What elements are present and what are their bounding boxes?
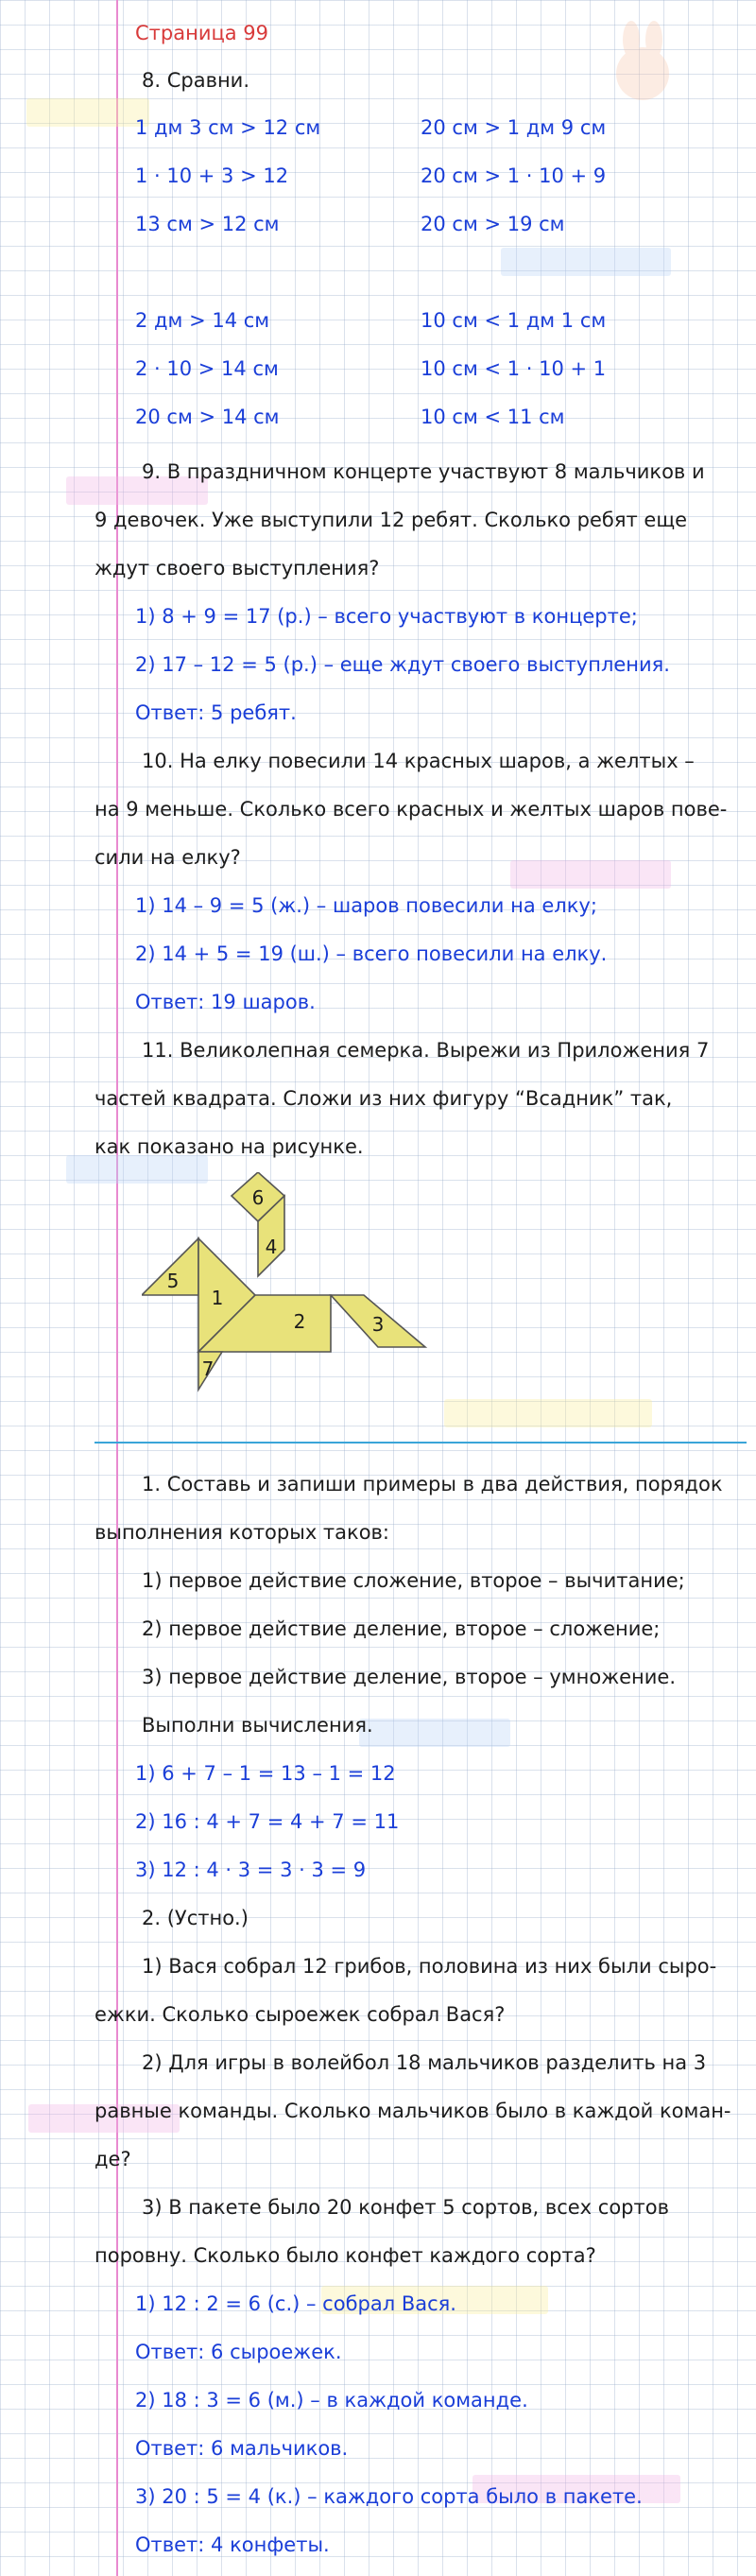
watermark-strip xyxy=(26,98,149,127)
answer-line: 1) 6 + 7 – 1 = 13 – 1 = 12 xyxy=(135,1762,396,1785)
task-text: 3) В пакете было 20 конфет 5 сортов, всех сортов xyxy=(142,2196,669,2219)
task-text: 10. На елку повесили 14 красных шаров, а желтых – xyxy=(142,750,695,772)
answer-line: 13 см > 12 см xyxy=(135,213,280,235)
section-divider xyxy=(94,1442,747,1444)
answer-line: 20 см > 1 · 10 + 9 xyxy=(421,164,607,187)
answer-line: 1) 12 : 2 = 6 (с.) – собрал Вася. xyxy=(135,2292,456,2315)
answer-line: 10 см < 1 дм 1 см xyxy=(421,309,607,332)
task-text: частей квадрата. Сложи из них фигуру “Всадник” так, xyxy=(94,1087,673,1110)
task-text: 2) первое действие деление, второе – сложение; xyxy=(142,1617,661,1640)
task-text: 1) первое действие сложение, второе – вычитание; xyxy=(142,1569,685,1592)
piece-label-4: 4 xyxy=(265,1236,278,1258)
answer-line: 20 см > 14 см xyxy=(135,406,280,428)
horseman-tangram-figure xyxy=(142,1172,444,1418)
task-text: 2) Для игры в волейбол 18 мальчиков разделить на 3 xyxy=(142,2051,707,2074)
answer-line: 2) 14 + 5 = 19 (ш.) – всего повесили на елку. xyxy=(135,942,608,965)
task-text: ждут своего выступления? xyxy=(94,557,380,579)
task-text: на 9 меньше. Сколько всего красных и желтых шаров пове- xyxy=(94,798,728,821)
task-text: сили на елку? xyxy=(94,846,241,869)
bunny-watermark-icon xyxy=(605,19,680,104)
answer-line: Ответ: 6 сыроежек. xyxy=(135,2341,342,2363)
answer-line: 2 дм > 14 см xyxy=(135,309,270,332)
task-text: 1. Составь и запиши примеры в два действия, порядок xyxy=(142,1473,723,1495)
page-title: Страница 99 xyxy=(135,22,269,44)
task-text: де? xyxy=(94,2148,131,2170)
answer-line: Ответ: 5 ребят. xyxy=(135,701,297,724)
answer-line: 3) 12 : 4 · 3 = 3 · 3 = 9 xyxy=(135,1859,367,1881)
task-text: 11. Великолепная семерка. Вырежи из Приложения 7 xyxy=(142,1039,710,1062)
answer-line: 1 · 10 + 3 > 12 xyxy=(135,164,289,187)
task-text: 9 девочек. Уже выступили 12 ребят. Сколько ребят еще xyxy=(94,509,688,531)
answer-line: 2) 17 – 12 = 5 (р.) – еще ждут своего выступления. xyxy=(135,653,670,676)
answer-line: 2) 18 : 3 = 6 (м.) – в каждой команде. xyxy=(135,2389,528,2412)
answer-line: 2) 16 : 4 + 7 = 4 + 7 = 11 xyxy=(135,1810,400,1833)
watermark-strip xyxy=(510,860,671,889)
task-text: 9. В праздничном концерте участвуют 8 мальчиков и xyxy=(142,460,705,483)
task-heading: 8. Сравни. xyxy=(142,69,250,92)
task-text: 3) первое действие деление, второе – умножение. xyxy=(142,1666,677,1688)
task-text: как показано на рисунке. xyxy=(94,1135,364,1158)
answer-line: 20 см > 19 см xyxy=(421,213,565,235)
answer-line: 2 · 10 > 14 см xyxy=(135,357,279,380)
piece-label-2: 2 xyxy=(293,1310,306,1333)
piece-label-7: 7 xyxy=(201,1357,215,1380)
watermark-strip xyxy=(444,1399,652,1427)
answer-line: Ответ: 4 конфеты. xyxy=(135,2533,330,2556)
task-text: ежки. Сколько сыроежек собрал Вася? xyxy=(94,2003,506,2026)
task-text: 1) Вася собрал 12 грибов, половина из них были сыро- xyxy=(142,1955,717,1978)
margin-line xyxy=(116,0,118,2576)
task-heading: 2. (Устно.) xyxy=(142,1907,249,1929)
task-text: равные команды. Сколько мальчиков было в каждой коман- xyxy=(94,2100,731,2122)
watermark-strip xyxy=(501,248,671,276)
task-text: поровну. Сколько было конфет каждого сорта? xyxy=(94,2244,596,2267)
task-text: Выполни вычисления. xyxy=(142,1714,373,1737)
piece-label-5: 5 xyxy=(166,1270,180,1292)
answer-line: 1) 8 + 9 = 17 (р.) – всего участвуют в концерте; xyxy=(135,605,638,628)
piece-label-3: 3 xyxy=(371,1313,385,1336)
piece-label-1: 1 xyxy=(211,1287,224,1309)
answer-line: Ответ: 19 шаров. xyxy=(135,991,316,1013)
answer-line: 1 дм 3 см > 12 см xyxy=(135,116,321,139)
answer-line: 10 см < 11 см xyxy=(421,406,565,428)
task-text: выполнения которых таков: xyxy=(94,1521,390,1544)
answer-line: Ответ: 6 мальчиков. xyxy=(135,2437,349,2460)
piece-label-6: 6 xyxy=(251,1186,265,1209)
answer-line: 1) 14 – 9 = 5 (ж.) – шаров повесили на елку; xyxy=(135,894,597,917)
answer-line: 20 см > 1 дм 9 см xyxy=(421,116,607,139)
watermark-strip xyxy=(359,1719,510,1747)
answer-line: 3) 20 : 5 = 4 (к.) – каждого сорта было в пакете. xyxy=(135,2485,643,2508)
answer-line: 10 см < 1 · 10 + 1 xyxy=(421,357,607,380)
